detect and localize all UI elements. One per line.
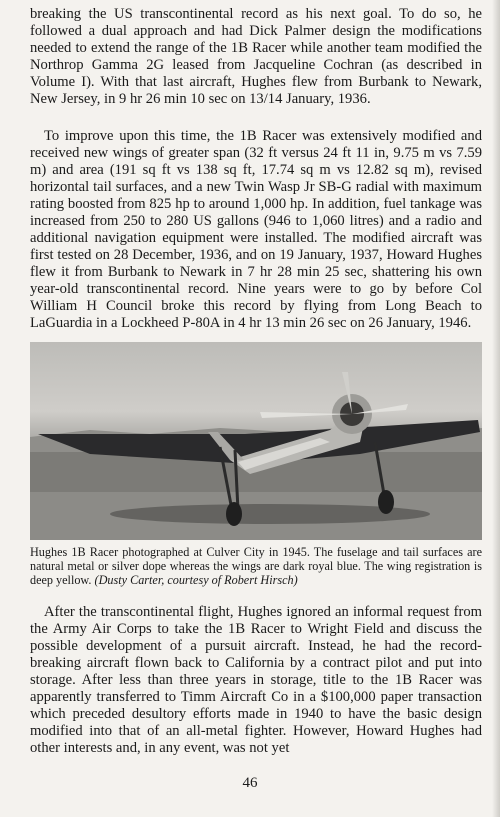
figure-caption [30, 545, 482, 587]
paragraph-2 [30, 128, 482, 332]
paragraph-1-text: breaking the US transcontinental record as his next goal. To do so, he followed a dual approach and had Dick Palmer design the modifications needed to extend the range of the 1B Racer while another team modified the Northrop Gamma 2G leased from Jacqueline Cochran (as described in Volume I). With that last aircraft, Hughes flew from Burbank to Newark, New Jersey, in 9 hr 26 min 10 sec on 13/14 January, 1936. [30, 6, 482, 107]
paragraph-1 [30, 6, 482, 108]
paragraph-3 [30, 604, 482, 757]
paragraph-3-text: After the transcontinental flight, Hughes ignored an informal request from the Army Air Corps to take the 1B Racer to Wright Field and discuss the possible development of a pursuit aircraft. Instead, he had the record-breaking aircraft flown back to California by a contract pilot and put into storage. After less than three years in storage, title to the 1B Racer was apparently transferred to Timm Aircraft Co in a $100,000 paper transaction which preceded desultory efforts made in 1940 to have the basic design modified into that of an all-metal fighter. However, Howard Hughes had other interests and, in any event, was not yet [30, 604, 482, 756]
racer-photo-illustration [30, 342, 482, 540]
photo-credit: (Dusty Carter, courtesy of Robert Hirsch) [94, 573, 298, 587]
paragraph-2-text: To improve upon this time, the 1B Racer was extensively modified and received new wings of greater span (32 ft versus 24 ft 11 in, 9.75 m vs 7.59 m) and area (191 sq ft vs 138 sq ft, 17.74 sq m vs 12.82 sq m), revised horizontal tail surfaces, and a new Twin Wasp Jr SB-G radial with maximum rating boosted from 825 hp to around 1,000 hp. In addition, fuel tankage was increased from 250 to 280 US gallons (946 to 1,060 litres) and a radio and additional navigation equipment were installed. The modified aircraft was first tested on 28 December, 1936, and on 19 January, 1937, Howard Hughes flew it from Burbank to Newark in 7 hr 28 min 25 sec, shattering his own year-old transcontinental record. Nine years were to go by before Col William H Council broke this record by flying from Long Beach to LaGuardia in a Lockheed P-80A in 4 hr 13 min 26 sec on 26 January, 1946. [30, 128, 482, 331]
caption-text: Hughes 1B Racer photographed at Culver City in 1945. The fuselage and tail surfaces are natural metal or silver dope whereas the wings are dark royal blue. The wing registration is deep yellow. [30, 545, 482, 587]
page-edge-shadow [492, 0, 500, 817]
page-number: 46 [242, 775, 258, 791]
aircraft-photo [30, 342, 482, 540]
